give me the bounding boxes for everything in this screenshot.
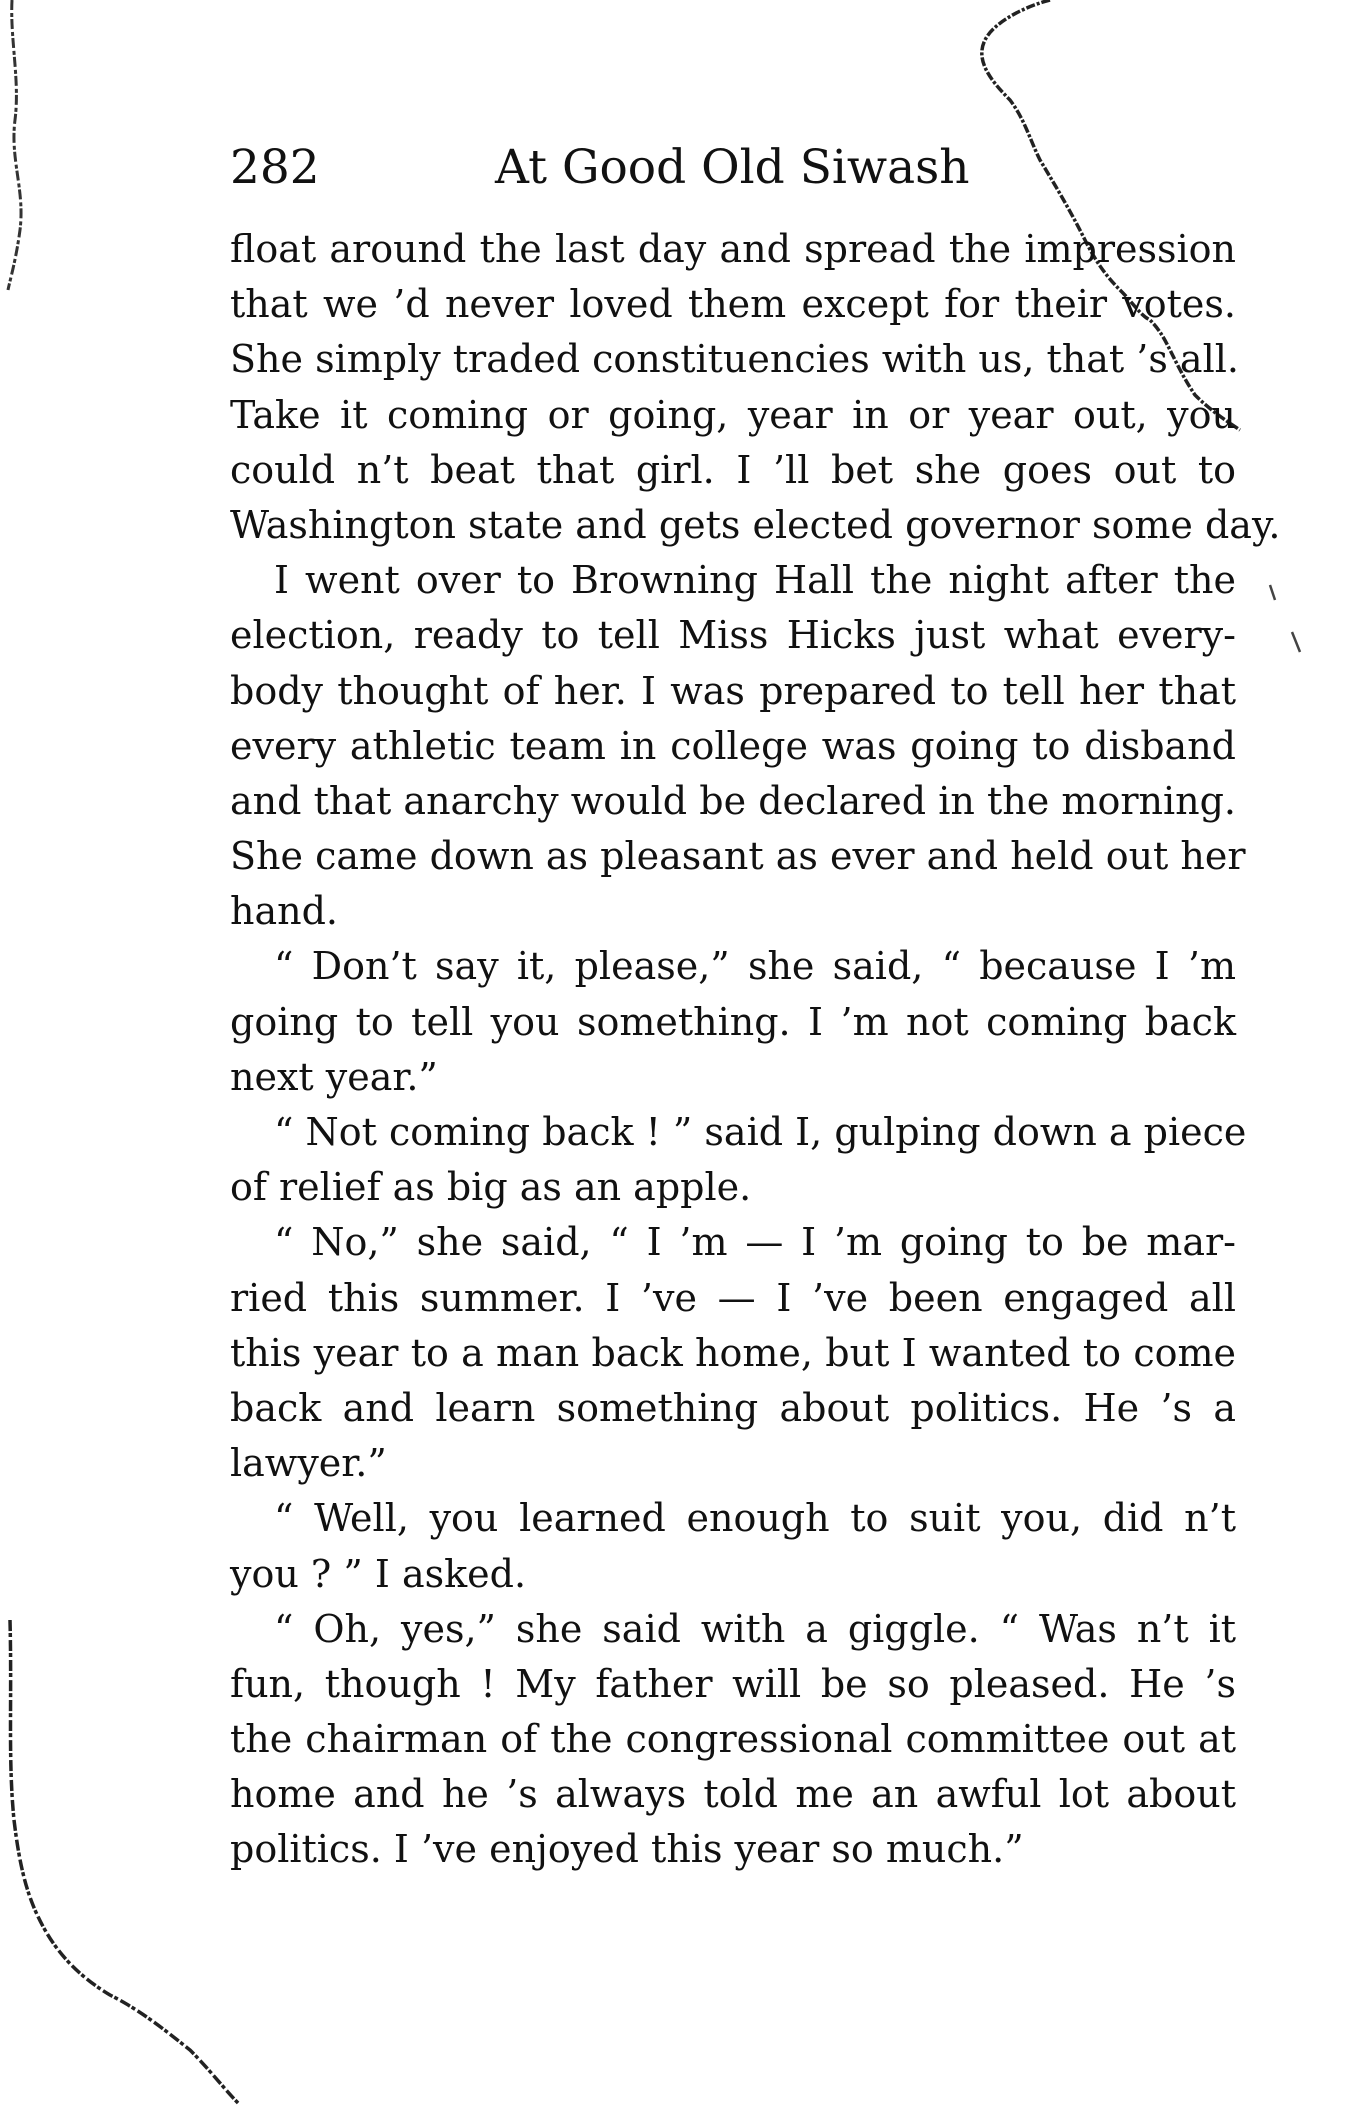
paragraph xyxy=(230,222,1281,553)
text-line: next year.” xyxy=(230,1054,438,1099)
paragraph xyxy=(230,553,1246,939)
text-line: She came down as pleasant as ever and held out her xyxy=(230,834,1246,879)
text-line: this year to a man back home, but I wanted to come xyxy=(230,1330,1236,1375)
text-line: you ? ” I asked. xyxy=(230,1551,527,1596)
text-line: fun, though ! My father will be so pleased. He ’s xyxy=(230,1661,1236,1706)
paragraph xyxy=(230,1105,1247,1215)
paragraph xyxy=(230,939,1236,1105)
text-line: hand. xyxy=(230,889,339,934)
paragraph xyxy=(230,1602,1236,1878)
text-line: “ Not coming back ! ” said I, gulping down a piece xyxy=(274,1110,1247,1154)
text-line: and that anarchy would be declared in the morning. xyxy=(230,778,1236,823)
text-line: home and he ’s always told me an awful lot about xyxy=(230,1772,1236,1817)
text-line: “ Don’t say it, please,” she said, “ because I ’m xyxy=(274,944,1236,989)
text-line: back and learn something about politics. He ’s a xyxy=(230,1385,1236,1430)
text-line: Washington state and gets elected governor some day. xyxy=(230,502,1281,547)
stray-mark-right xyxy=(1270,585,1300,652)
text-line: that we ’d never loved them except for their votes. xyxy=(230,282,1236,327)
text-line: body thought of her. I was prepared to tell her that xyxy=(230,668,1236,713)
text-line: Take it coming or going, year in or year out, you xyxy=(230,392,1236,437)
text-line: “ Well, you learned enough to suit you, did n’t xyxy=(274,1496,1236,1541)
paragraph xyxy=(230,1491,1236,1601)
text-line: going to tell you something. I ’m not coming back xyxy=(230,999,1236,1044)
text-line: lawyer.” xyxy=(230,1441,387,1486)
torn-edge-left-top xyxy=(8,0,21,290)
text-line: the chairman of the congressional committee out at xyxy=(230,1717,1236,1762)
text-line: I went over to Browning Hall the night after the xyxy=(274,558,1236,603)
text-line: float around the last day and spread the impression xyxy=(230,227,1236,271)
text-line: election, ready to tell Miss Hicks just what every- xyxy=(230,613,1236,658)
paragraph xyxy=(230,1215,1236,1491)
running-head xyxy=(230,138,982,198)
text-line: “ No,” she said, “ I ’m — I ’m going to be mar- xyxy=(274,1220,1236,1265)
torn-edge-left-bottom xyxy=(10,1620,240,2105)
page-number: 282 xyxy=(230,140,320,195)
text-line: She simply traded constituencies with us, that ’s all. xyxy=(230,337,1239,382)
text-line: “ Oh, yes,” she said with a giggle. “ Was n’t it xyxy=(274,1606,1236,1651)
text-line: could n’t beat that girl. I ’ll bet she goes out to xyxy=(230,447,1236,492)
running-title: At Good Old Siwash xyxy=(495,140,970,195)
text-line: of relief as big as an apple. xyxy=(230,1165,752,1210)
text-line: politics. I ’ve enjoyed this year so much.” xyxy=(230,1827,1024,1872)
body-text xyxy=(230,222,1281,1878)
text-line: every athletic team in college was going to disband xyxy=(230,723,1236,768)
text-line: ried this summer. I ’ve — I ’ve been engaged all xyxy=(230,1275,1236,1320)
